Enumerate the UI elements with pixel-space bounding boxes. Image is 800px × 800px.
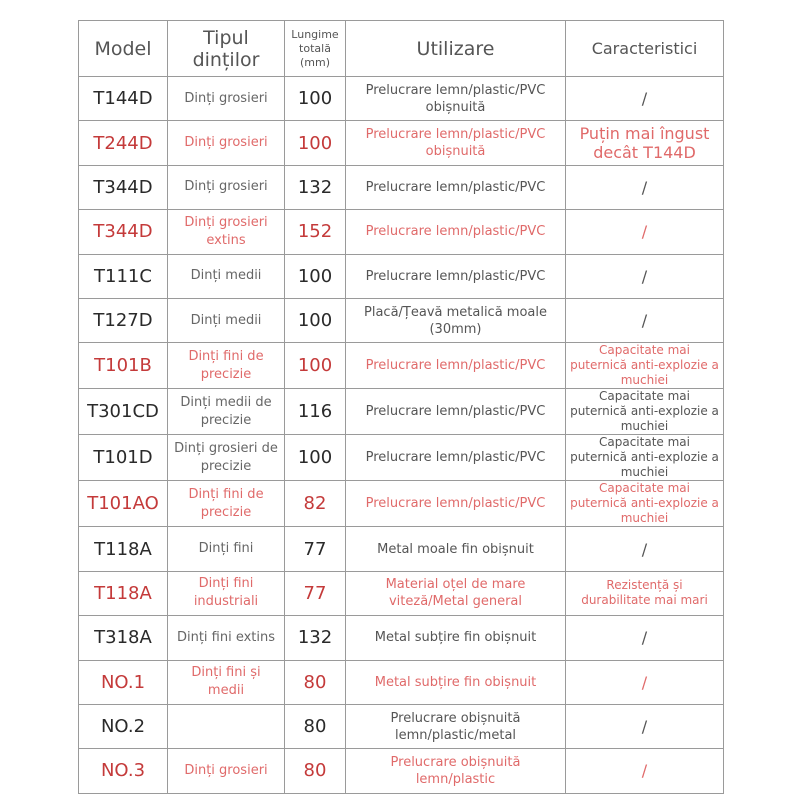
cell-length: 100 bbox=[285, 121, 346, 165]
cell-model: T244D bbox=[79, 121, 168, 165]
cell-length: 100 bbox=[285, 254, 346, 298]
cell-teeth bbox=[168, 704, 285, 748]
cell-teeth: Dinți fini și medii bbox=[168, 660, 285, 704]
cell-features: / bbox=[566, 616, 724, 660]
cell-features: Puțin mai îngust decât T144D bbox=[566, 121, 724, 165]
cell-length: 100 bbox=[285, 343, 346, 389]
cell-teeth: Dinți grosieri bbox=[168, 77, 285, 121]
header-row bbox=[79, 21, 724, 77]
blade-spec-table bbox=[78, 20, 724, 794]
cell-features: / bbox=[566, 210, 724, 254]
table-row bbox=[79, 389, 724, 435]
cell-usage: Prelucrare lemn/plastic/PVC bbox=[346, 165, 566, 209]
header-usage: Utilizare bbox=[346, 21, 566, 77]
cell-features: / bbox=[566, 527, 724, 571]
cell-teeth: Dinți fini industriali bbox=[168, 571, 285, 615]
cell-length: 80 bbox=[285, 749, 346, 793]
cell-features: Capacitate mai puternică anti-explozie a muchiei bbox=[566, 481, 724, 527]
header-teeth-type: Tipul dinților bbox=[168, 21, 285, 77]
cell-teeth: Dinți grosieri bbox=[168, 121, 285, 165]
cell-usage: Prelucrare lemn/plastic/PVC bbox=[346, 343, 566, 389]
cell-model: T111C bbox=[79, 254, 168, 298]
table-row bbox=[79, 298, 724, 342]
cell-features: Capacitate mai puternică anti-explozie a muchiei bbox=[566, 435, 724, 481]
cell-usage: Prelucrare lemn/plastic/PVC bbox=[346, 210, 566, 254]
table-row bbox=[79, 616, 724, 660]
cell-model: T301CD bbox=[79, 389, 168, 435]
cell-features: / bbox=[566, 77, 724, 121]
cell-features: / bbox=[566, 749, 724, 793]
cell-model: T118A bbox=[79, 571, 168, 615]
cell-features: Rezistență și durabilitate mai mari bbox=[566, 571, 724, 615]
cell-teeth: Dinți medii de precizie bbox=[168, 389, 285, 435]
cell-usage: Prelucrare lemn/plastic/PVC obișnuită bbox=[346, 121, 566, 165]
cell-features: / bbox=[566, 660, 724, 704]
cell-usage: Prelucrare obișnuită lemn/plastic/metal bbox=[346, 704, 566, 748]
table-row bbox=[79, 660, 724, 704]
cell-model: T118A bbox=[79, 527, 168, 571]
cell-model: T127D bbox=[79, 298, 168, 342]
table-row bbox=[79, 254, 724, 298]
cell-features: Capacitate mai puternică anti-explozie a muchiei bbox=[566, 343, 724, 389]
cell-length: 116 bbox=[285, 389, 346, 435]
cell-model: T101B bbox=[79, 343, 168, 389]
cell-usage: Prelucrare lemn/plastic/PVC bbox=[346, 254, 566, 298]
cell-teeth: Dinți grosieri bbox=[168, 749, 285, 793]
table-row bbox=[79, 749, 724, 793]
cell-length: 80 bbox=[285, 704, 346, 748]
cell-features: / bbox=[566, 165, 724, 209]
cell-features: / bbox=[566, 254, 724, 298]
table-row bbox=[79, 481, 724, 527]
cell-teeth: Dinți fini bbox=[168, 527, 285, 571]
table-row bbox=[79, 77, 724, 121]
cell-usage: Placă/Țeavă metalică moale (30mm) bbox=[346, 298, 566, 342]
cell-teeth: Dinți medii bbox=[168, 298, 285, 342]
cell-teeth: Dinți fini de precizie bbox=[168, 343, 285, 389]
table-row bbox=[79, 121, 724, 165]
cell-usage: Metal subțire fin obișnuit bbox=[346, 616, 566, 660]
cell-teeth: Dinți medii bbox=[168, 254, 285, 298]
cell-model: T101AO bbox=[79, 481, 168, 527]
cell-model: T101D bbox=[79, 435, 168, 481]
cell-teeth: Dinți grosieri de precizie bbox=[168, 435, 285, 481]
cell-usage: Metal moale fin obișnuit bbox=[346, 527, 566, 571]
cell-usage: Prelucrare lemn/plastic/PVC bbox=[346, 435, 566, 481]
cell-length: 152 bbox=[285, 210, 346, 254]
cell-length: 82 bbox=[285, 481, 346, 527]
table-row bbox=[79, 527, 724, 571]
cell-model: NO.3 bbox=[79, 749, 168, 793]
cell-length: 100 bbox=[285, 435, 346, 481]
table-row bbox=[79, 571, 724, 615]
table-row bbox=[79, 343, 724, 389]
cell-length: 77 bbox=[285, 571, 346, 615]
cell-model: T144D bbox=[79, 77, 168, 121]
header-total-length: Lungime totală (mm) bbox=[285, 21, 346, 77]
cell-length: 132 bbox=[285, 616, 346, 660]
cell-features: Capacitate mai puternică anti-explozie a muchiei bbox=[566, 389, 724, 435]
cell-length: 100 bbox=[285, 298, 346, 342]
cell-teeth: Dinți fini de precizie bbox=[168, 481, 285, 527]
cell-features: / bbox=[566, 704, 724, 748]
table-row bbox=[79, 165, 724, 209]
table-body bbox=[79, 77, 724, 794]
cell-teeth: Dinți fini extins bbox=[168, 616, 285, 660]
header-features: Caracteristici bbox=[566, 21, 724, 77]
cell-usage: Metal subțire fin obișnuit bbox=[346, 660, 566, 704]
table-row bbox=[79, 704, 724, 748]
table-row bbox=[79, 210, 724, 254]
cell-usage: Prelucrare lemn/plastic/PVC bbox=[346, 389, 566, 435]
cell-model: T318A bbox=[79, 616, 168, 660]
cell-length: 132 bbox=[285, 165, 346, 209]
cell-usage: Prelucrare obișnuită lemn/plastic bbox=[346, 749, 566, 793]
header-model: Model bbox=[79, 21, 168, 77]
table-row bbox=[79, 435, 724, 481]
cell-model: T344D bbox=[79, 165, 168, 209]
cell-model: NO.1 bbox=[79, 660, 168, 704]
cell-usage: Prelucrare lemn/plastic/PVC obișnuită bbox=[346, 77, 566, 121]
cell-length: 77 bbox=[285, 527, 346, 571]
cell-usage: Prelucrare lemn/plastic/PVC bbox=[346, 481, 566, 527]
cell-model: T344D bbox=[79, 210, 168, 254]
cell-teeth: Dinți grosieri extins bbox=[168, 210, 285, 254]
cell-length: 80 bbox=[285, 660, 346, 704]
cell-teeth: Dinți grosieri bbox=[168, 165, 285, 209]
cell-length: 100 bbox=[285, 77, 346, 121]
cell-model: NO.2 bbox=[79, 704, 168, 748]
table-header bbox=[79, 21, 724, 77]
cell-features: / bbox=[566, 298, 724, 342]
cell-usage: Material oțel de mare viteză/Metal general bbox=[346, 571, 566, 615]
